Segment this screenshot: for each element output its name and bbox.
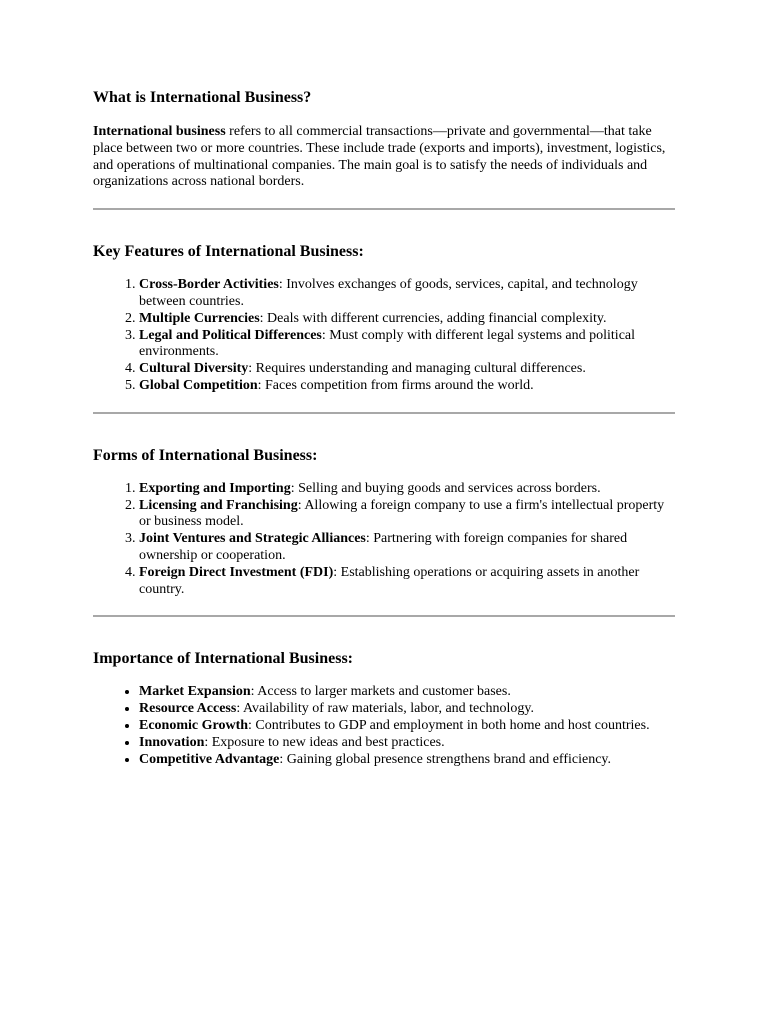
item-text: : Access to larger markets and customer bases. <box>250 684 511 700</box>
item-term: Joint Ventures and Strategic Alliances <box>139 531 366 547</box>
item-text: : Selling and buying goods and services across borders. <box>290 480 601 496</box>
item-term: Economic Growth <box>139 717 249 733</box>
list-item <box>139 701 675 718</box>
item-text: : Must comply with different legal systems and political environments. <box>139 327 636 360</box>
section-forms <box>93 446 675 599</box>
document-page <box>93 88 675 768</box>
item-term: Global Competition <box>139 377 258 393</box>
item-text: : Gaining global presence strengthens brand and efficiency. <box>279 751 611 767</box>
item-text: : Establishing operations or acquiring assets in another country. <box>139 564 640 597</box>
list-item <box>139 684 675 701</box>
item-text: : Faces competition from firms around the world. <box>257 377 534 393</box>
intro-text: refers to all commercial transactions—private and governmental—that take place between two or more countries. These include trade (exports and imports), investment, logistics, and operations of multinational companies. The main goal is to satisfy the needs of individuals and organizations across national borders. <box>93 124 666 190</box>
list-item <box>139 378 675 395</box>
section-importance <box>93 649 675 768</box>
list-item <box>139 277 675 311</box>
list-item <box>139 481 675 498</box>
item-term: Multiple Currencies <box>139 310 260 326</box>
item-text: : Requires understanding and managing cultural differences. <box>248 361 586 377</box>
list-item <box>139 328 675 362</box>
list-item <box>139 498 675 532</box>
item-term: Innovation <box>139 734 205 750</box>
list-item <box>139 752 675 769</box>
section-heading: Key Features of International Business: <box>93 243 364 261</box>
section-what-is <box>93 88 675 191</box>
importance-list <box>93 684 675 768</box>
item-text: : Contributes to GDP and employment in both home and host countries. <box>248 717 650 733</box>
key-features-list <box>93 277 675 395</box>
item-text: : Exposure to new ideas and best practices. <box>204 734 445 750</box>
item-term: Cross-Border Activities <box>139 277 279 293</box>
item-text: : Availability of raw materials, labor, and technology. <box>236 701 534 717</box>
list-item <box>139 735 675 752</box>
intro-term: International business <box>93 124 226 139</box>
section-heading: What is International Business? <box>93 89 312 106</box>
list-item <box>139 718 675 735</box>
list-item <box>139 565 675 599</box>
list-item <box>139 361 675 378</box>
item-text: : Allowing a foreign company to use a firm's intellectual property or business model. <box>139 497 665 530</box>
section-divider <box>93 412 675 414</box>
item-term: Market Expansion <box>139 684 251 700</box>
item-term: Competitive Advantage <box>139 751 280 767</box>
forms-list <box>93 481 675 599</box>
section-divider <box>93 208 675 210</box>
item-term: Licensing and Franchising <box>139 497 298 513</box>
section-divider <box>93 615 675 617</box>
list-item <box>139 531 675 565</box>
intro-paragraph <box>93 124 675 191</box>
section-heading: Forms of International Business: <box>93 446 318 464</box>
item-term: Resource Access <box>139 701 237 717</box>
section-key-features <box>93 242 675 395</box>
item-text: : Deals with different currencies, adding financial complexity. <box>259 310 607 326</box>
section-heading: Importance of International Business: <box>93 650 354 668</box>
list-item <box>139 311 675 328</box>
item-term: Cultural Diversity <box>139 361 249 377</box>
item-text: : Partnering with foreign companies for shared ownership or cooperation. <box>139 531 628 563</box>
item-term: Exporting and Importing <box>139 480 291 496</box>
item-text: : Involves exchanges of goods, services, capital, and technology between countries. <box>139 277 638 309</box>
item-term: Legal and Political Differences <box>139 327 322 343</box>
item-term: Foreign Direct Investment (FDI) <box>139 564 334 580</box>
